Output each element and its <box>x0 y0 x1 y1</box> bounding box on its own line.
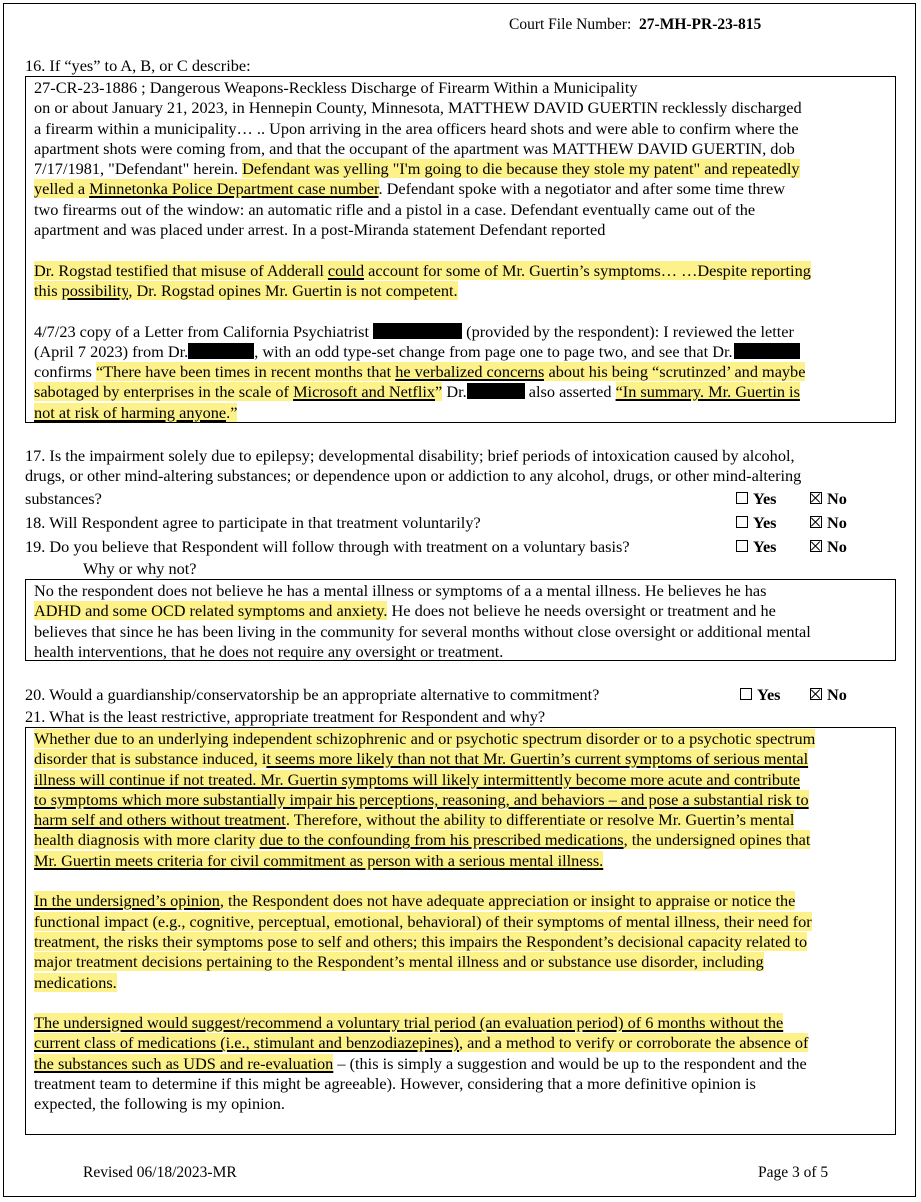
question-19-subprompt: Why or why not? <box>83 559 197 578</box>
question-17-line: 17. Is the impairment solely due to epilepsy; developmental disability; brief periods of intoxication caused by alcohol, <box>25 446 795 465</box>
question-21-answer-box <box>25 727 896 1135</box>
text-line: 4/7/23 copy of a Letter from California Psychiatrist (provided by the respondent): I reviewed the letter <box>34 321 794 341</box>
text-line: confirms “There have been times in recent months that he verbalized concerns about his being “scrutinzed’ and maybe <box>34 362 806 382</box>
text-line: illness will continue if not treated. Mr. Guertin symptoms will likely intermittently become more acute and contribute <box>34 769 800 789</box>
text-line: Whether due to an underlying independent schizophrenic and or psychotic spectrum disorder or to a psychotic spectrum <box>34 729 816 748</box>
question-16: 16. If “yes” to A, B, or C describe: <box>25 56 251 75</box>
question-17-line: drugs, or other mind-altering substances; or dependence upon or addiction to any alcohol, drugs, or other mind-altering <box>25 466 802 485</box>
checkbox-icon[interactable] <box>736 540 748 552</box>
text-line: Mr. Guertin meets criteria for civil commitment as person with a serious mental illness. <box>34 850 604 870</box>
text-line: Dr. Rogstad testified that misuse of Adderall could account for some of Mr. Guertin’s symptoms… …Despite reporting <box>34 260 811 280</box>
text-line: (April 7 2023) from Dr. , with an odd type-set change from page one to page two, and see that Dr. <box>34 342 887 362</box>
question-21: 21. What is the least restrictive, appropriate treatment for Respondent and why? <box>25 707 546 726</box>
text-line: major treatment decisions pertaining to the Respondent’s mental illness and or substance use disorder, including <box>34 952 764 972</box>
text-line: 27-CR-23-1886 ; Dangerous Weapons-Reckless Discharge of Firearm Within a Municipality <box>34 78 638 97</box>
text-line: The undersigned would suggest/recommend a voluntary trial period (an evaluation period) of 6 months without the <box>34 1013 784 1033</box>
text-line: to symptoms which more substantially impair his perceptions, reasoning, and behaviors – and pose a substantial risk to <box>34 789 809 809</box>
checkbox-icon[interactable] <box>736 516 748 528</box>
text-line: treatment team to determine if this might be agreeable). However, considering that a more definitive opinion is <box>34 1074 756 1094</box>
text-line: apartment shots were coming from, and that the occupant of the apartment was MATTHEW DAVID GUERTIN, dob <box>34 138 795 158</box>
text-line: apartment and was placed under arrest. In a post-Miranda statement Defendant reported <box>34 220 606 240</box>
q18-no-option[interactable]: No <box>810 513 847 533</box>
underlined-text: Minnetonka Police Department case number <box>89 179 379 199</box>
text-line: yelled a Minnetonka Police Department case number. Defendant spoke with a negotiator and after some time threw <box>34 179 785 199</box>
question-18: 18. Will Respondent agree to participate in that treatment voluntarily? <box>25 513 481 532</box>
q20-no-option[interactable]: No <box>810 685 847 705</box>
redaction-block <box>734 343 800 359</box>
redaction-block <box>373 323 462 339</box>
court-file-number <box>509 16 761 34</box>
text-line: In the undersigned’s opinion, the Respondent does not have adequate appreciation or insight to appraise or notice the <box>34 891 796 911</box>
checkbox-checked-icon[interactable] <box>810 540 822 552</box>
text-line: current class of medications (i.e., stimulant and benzodiazepines), and a method to verify or corroborate the absence of <box>34 1033 809 1053</box>
checkbox-icon[interactable] <box>740 688 752 700</box>
text-line: the substances such as UDS and re-evaluation – (this is simply a suggestion and would be up to the respondent and the <box>34 1053 807 1073</box>
text-line: ADHD and some OCD related symptoms and anxiety. He does not believe he needs oversight or treatment and he <box>34 601 776 621</box>
text-line: No the respondent does not believe he has a mental illness or symptoms of a a mental illness. He believes he has <box>34 581 767 600</box>
question-16-answer-box <box>25 76 896 423</box>
checkbox-checked-icon[interactable] <box>810 688 822 700</box>
text-line: expected, the following is my opinion. <box>34 1094 285 1114</box>
text-line: functional impact (e.g., cognitive, perceptual, emotional, behavioral) of their symptoms of mental illness, their need for <box>34 911 812 931</box>
q17-yes-option[interactable]: Yes <box>736 489 777 509</box>
question-20: 20. Would a guardianship/conservatorship be an appropriate alternative to commitment? <box>25 685 600 704</box>
question-19-answer-box <box>25 579 896 661</box>
q19-yes-option[interactable]: Yes <box>736 537 777 557</box>
checkbox-checked-icon[interactable] <box>810 516 822 528</box>
redaction-block <box>188 343 254 359</box>
text-line: treatment, the risks their symptoms pose to self and others; this impairs the Respondent’s decisional capacity related to <box>34 931 808 951</box>
text-line: a firearm within a municipality… .. Upon arriving in the area officers heard shots and were able to confirm where the <box>34 118 799 138</box>
highlighted-text: Defendant was yelling "I'm going to die because they stole my patent" and repeatedly <box>242 159 800 179</box>
text-line: medications. <box>34 972 117 992</box>
q18-yes-option[interactable]: Yes <box>736 513 777 533</box>
q20-yes-option[interactable]: Yes <box>740 685 781 705</box>
text-line: health interventions, that he does not require any oversight or treatment. <box>34 641 504 661</box>
q17-no-option[interactable]: No <box>810 489 847 509</box>
footer-page-number: Page 3 of 5 <box>758 1164 829 1181</box>
court-file-value: 27-MH-PR-23-815 <box>639 16 762 33</box>
text-line: on or about January 21, 2023, in Hennepin County, Minnesota, MATTHEW DAVID GUERTIN recklessly discharged <box>34 98 802 118</box>
text-line: this possibility, Dr. Rogstad opines Mr. Guertin is not competent. <box>34 280 458 300</box>
q19-no-option[interactable]: No <box>810 537 847 557</box>
text-line: harm self and others without treatment. Therefore, without the ability to differentiate or resolve Mr. Guertin’s mental <box>34 810 795 830</box>
text-line: not at risk of harming anyone.” <box>34 402 238 422</box>
text-line: 7/17/1981, "Defendant" herein. Defendant was yelling "I'm going to die because they stole my patent" and repeatedly <box>34 159 800 179</box>
footer-revised: Revised 06/18/2023-MR <box>83 1164 237 1181</box>
text-line: health diagnosis with more clarity due to the confounding from his prescribed medications, the undersigned opines that <box>34 830 811 850</box>
text-line: two firearms out of the window: an automatic rifle and a pistol in a case. Defendant eventually came out of the <box>34 199 756 219</box>
redaction-block <box>467 383 525 399</box>
text-line: believes that since he has been living in the community for several months without close oversight or additional mental <box>34 621 811 641</box>
checkbox-checked-icon[interactable] <box>810 492 822 504</box>
question-17-line: substances? <box>25 489 102 508</box>
checkbox-icon[interactable] <box>736 492 748 504</box>
text-line: sabotaged by enterprises in the scale of Microsoft and Netflix” Dr. also asserted “In summary. Mr. Guertin is <box>34 382 800 402</box>
court-file-label: Court File Number: <box>509 16 632 33</box>
text-line: disorder that is substance induced, it seems more likely than not that Mr. Guertin’s current symptoms of serious mental <box>34 749 809 769</box>
question-19: 19. Do you believe that Respondent will follow through with treatment on a voluntary basis? <box>25 537 630 556</box>
